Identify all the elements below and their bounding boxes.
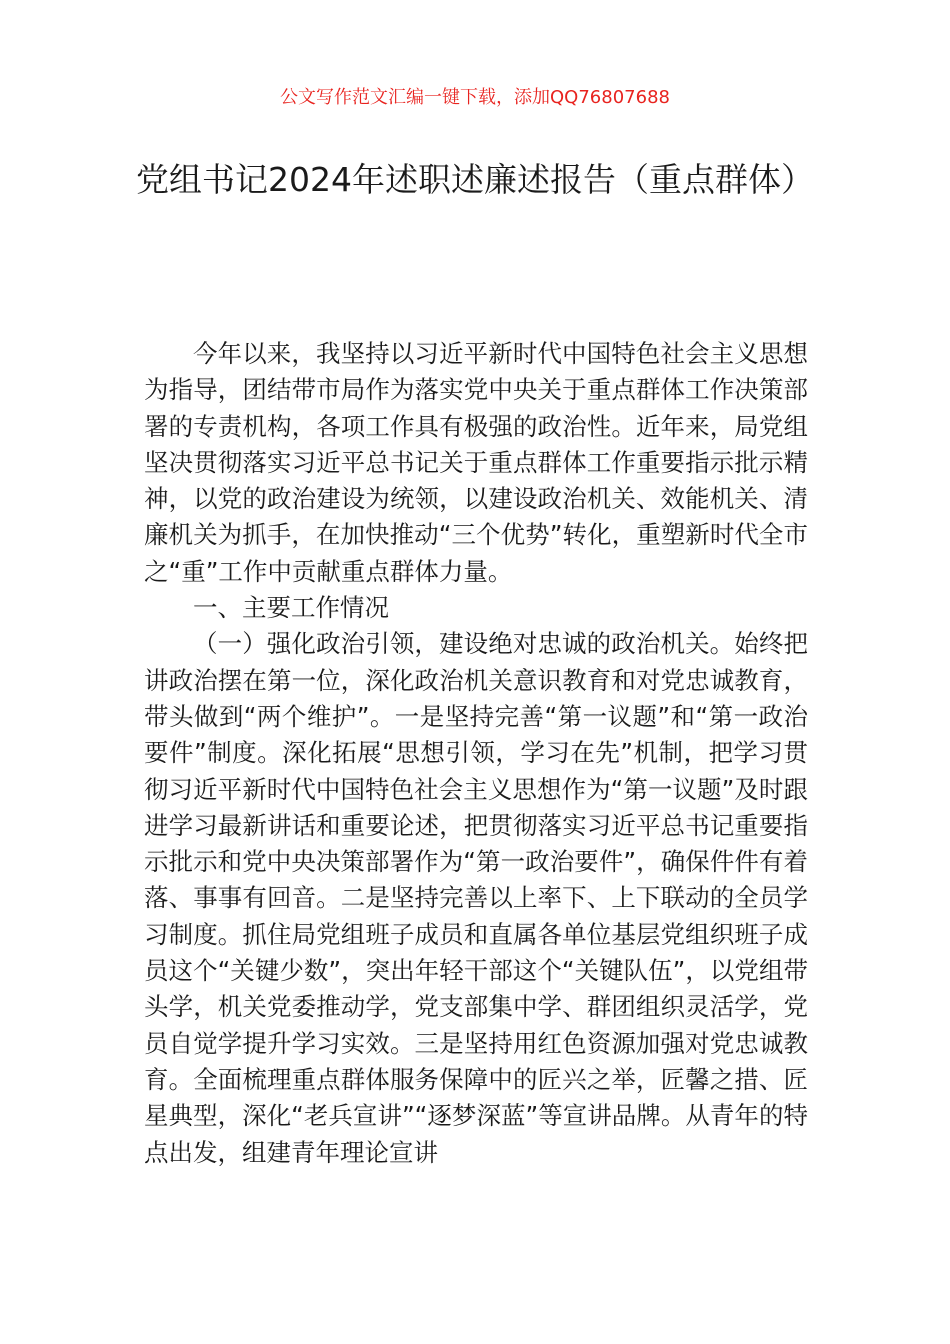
paragraph-section-1: （一）强化政治引领，建设绝对忠诚的政治机关。始终把讲政治摆在第一位，深化政治机关意识教育和对党忠诚教育，带头做到“两个维护”。一是坚持完善“第一议题”和“第一政治要件”制度。深化拓展“思想引领，学习在先”机制，把学习贯彻习近平新时代中国特色社会主义思想作为“第一议题”及时跟进学习最新讲话和重要论述，把贯彻落实习近平总书记重要指示批示和党中央决策部署作为“第一政治要件”，确保件件有着落、事事有回音。二是坚持完善以上率下、上下联动的全员学习制度。抓住局党组班子成员和直属各单位基层党组织班子成员这个“关键少数”，突出年轻干部这个“关键队伍”，以党组带头学，机关党委推动学，党支部集中学、群团组织灵活学，党员自觉学提升学习实效。三是坚持用红色资源加强对党忠诚教育。全面梳理重点群体服务保障中的匠兴之举，匠馨之措、匠星典型，深化“老兵宣讲”“逐梦深蓝”等宣讲品牌。从青年的特点出发，组建青年理论宣讲 [144, 629, 808, 1167]
paragraph-intro: 今年以来，我坚持以习近平新时代中国特色社会主义思想为指导，团结带市局作为落实党中央关于重点群体工作决策部署的专责机构，各项工作具有极强的政治性。近年来，局党组坚决贯彻落实习近平总书记关于重点群体工作重要指示批示精神，以党的政治建设为统领，以建设政治机关、效能机关、清廉机关为抓手，在加快推动“三个优势”转化，重塑新时代全市之“重”工作中贡献重点群体力量。 [144, 339, 808, 586]
page-title: 党组书记2024年述职述廉述报告（重点群体） [136, 160, 814, 199]
document-body [144, 336, 808, 1171]
promo-banner[interactable]: 公文写作范文汇编一键下载，添加QQ76807688 [280, 87, 670, 108]
section-heading: 一、主要工作情况 [193, 593, 389, 623]
